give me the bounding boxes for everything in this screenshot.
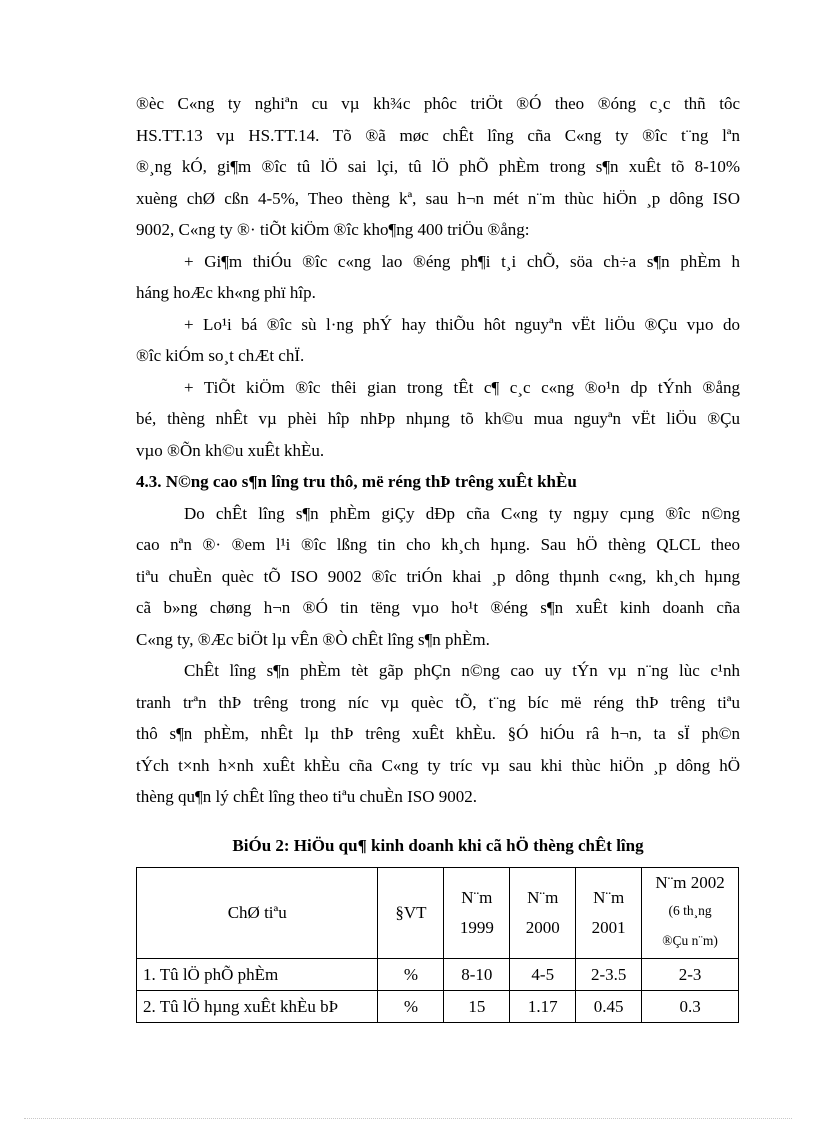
text-line: HS.TT.13 vµ HS.TT.14. Tõ ®ã møc chÊt lîng cña C«ng ty ®îc t¨ng lªn — [136, 125, 740, 145]
text-line: Do chÊt lîng s¶n phÈm giÇy dÐp cña C«ng ty ngµy cµng ®îc n©ng — [184, 503, 740, 523]
row-value-2002: 0.3 — [642, 991, 739, 1023]
header-year-2001 — [576, 868, 642, 959]
header-year-note: ®Çu n¨m) — [662, 933, 718, 948]
row-value-2002: 2-3 — [642, 959, 739, 991]
row-value-2000: 4-5 — [510, 959, 576, 991]
table-row — [137, 959, 739, 991]
row-value-2001: 2-3.5 — [576, 959, 642, 991]
efficiency-table — [136, 867, 739, 1023]
page-divider — [24, 1118, 792, 1119]
text-line: cao nªn ®· ®em l¹i ®îc lßng tin cho kh¸ch hµng. Sau hÖ thèng QLCL theo — [136, 535, 740, 554]
header-year-value: 2001 — [591, 918, 626, 937]
text-line: thèng qu¶n lý chÊt lîng theo tiªu chuÈn ISO 9002. — [136, 787, 478, 806]
header-year-label: N¨m — [461, 888, 493, 907]
text-line: 9002, C«ng ty ®· tiÕt kiÖm ®îc kho¶ng 400 triÖu ®ång: — [136, 220, 530, 239]
row-value-2001: 0.45 — [576, 991, 642, 1023]
bullet-line: + Lo¹i bá ®îc sù l·ng phÝ hay thiÕu hôt nguyªn vËt liÖu ®Çu vµo do — [184, 314, 740, 334]
table-header-row — [137, 868, 739, 959]
row-value-1999: 8-10 — [444, 959, 510, 991]
header-year-2000 — [510, 868, 576, 959]
header-year-value: 1999 — [459, 918, 494, 937]
text-line: cã b»ng chøng h¬n ®Ó tin tëng vµo ho¹t ®éng s¶n xuÊt kinh doanh cña — [136, 598, 740, 617]
bullet-line: bé, thèng nhÊt vµ phèi hîp nhÞp nhµng tõ kh©u mua nguyªn vËt liÖu ®Çu — [136, 409, 740, 428]
row-label: 1. Tû lÖ phÕ phÈm — [137, 959, 378, 991]
header-year-label: N¨m — [527, 888, 559, 907]
row-label: 2. Tû lÖ hµng xuÊt khÈu bÞ — [137, 991, 378, 1023]
text-line: tranh trªn thÞ trêng trong níc vµ quèc tÕ, t¨ng bíc më réng thÞ trêng tiªu — [136, 692, 740, 712]
table-caption: BiÓu 2: HiÖu qu¶ kinh doanh khi cã hÖ thèng chÊt lîng — [232, 836, 644, 855]
section-heading: 4.3. N©ng cao s¶n lîng tru thô, më réng thÞ trêng xuÊt khÈu — [136, 472, 577, 491]
header-year-value: 2000 — [525, 918, 560, 937]
header-unit: §VT — [378, 868, 444, 959]
text-line: ®èc C«ng ty nghiªn cu vµ kh¾c phôc triÖt ®Ó theo ®óng c¸c thñ tôc — [136, 94, 740, 113]
bullet-line: + Gi¶m thiÓu ®îc c«ng lao ®éng ph¶i t¸i chÕ, söa ch÷a s¶n phÈm h — [184, 251, 740, 271]
row-unit: % — [378, 991, 444, 1023]
table-row — [137, 991, 739, 1023]
text-line: tiªu chuÈn quèc tÕ ISO 9002 ®îc triÓn khai ¸p dông thµnh c«ng, kh¸ch hµng — [136, 566, 740, 586]
text-line: xuèng chØ cßn 4-5%, Theo thèng kª, sau h¬n mét n¨m thùc hiÖn ¸p dông ISO — [136, 188, 740, 208]
row-value-1999: 15 — [444, 991, 510, 1023]
body-text — [136, 88, 740, 813]
text-line: tÝch t×nh h×nh xuÊt khÈu cña C«ng ty tríc vµ sau khi thùc hiÖn ¸p dông hÖ — [136, 755, 740, 775]
header-year-1999 — [444, 868, 510, 959]
text-line: ChÊt lîng s¶n phÈm tèt gãp phÇn n©ng cao uy tÝn vµ n¨ng lùc c¹nh — [184, 661, 740, 680]
header-year-note: (6 th¸ng — [668, 903, 712, 918]
row-unit: % — [378, 959, 444, 991]
header-year-label: N¨m 2002 — [655, 873, 725, 892]
row-value-2000: 1.17 — [510, 991, 576, 1023]
bullet-line: háng hoÆc kh«ng phï hîp. — [136, 283, 316, 302]
header-indicator: ChØ tiªu — [137, 868, 378, 959]
header-year-2002 — [642, 868, 739, 959]
bullet-line: ®îc kiÓm so¸t chÆt chÏ. — [136, 346, 305, 365]
header-year-label: N¨m — [593, 888, 625, 907]
text-line: ®¸ng kÓ, gi¶m ®îc tû lÖ sai lçi, tû lÖ phÕ phÈm trong s¶n xuÊt tõ 8-10% — [136, 157, 740, 176]
text-line: thô s¶n phÈm, nhÊt lµ thÞ trêng xuÊt khÈu. §Ó hiÓu râ h¬n, ta sÏ ph©n — [136, 724, 740, 743]
text-line: C«ng ty, ®Æc biÖt lµ vÊn ®Ò chÊt lîng s¶n phÈm. — [136, 629, 490, 649]
bullet-line: + TiÕt kiÖm ®îc thêi gian trong tÊt c¶ c¸c c«ng ®o¹n dp tÝnh ®ång — [184, 377, 740, 397]
bullet-line: vµo ®Õn kh©u xuÊt khÈu. — [136, 440, 325, 460]
